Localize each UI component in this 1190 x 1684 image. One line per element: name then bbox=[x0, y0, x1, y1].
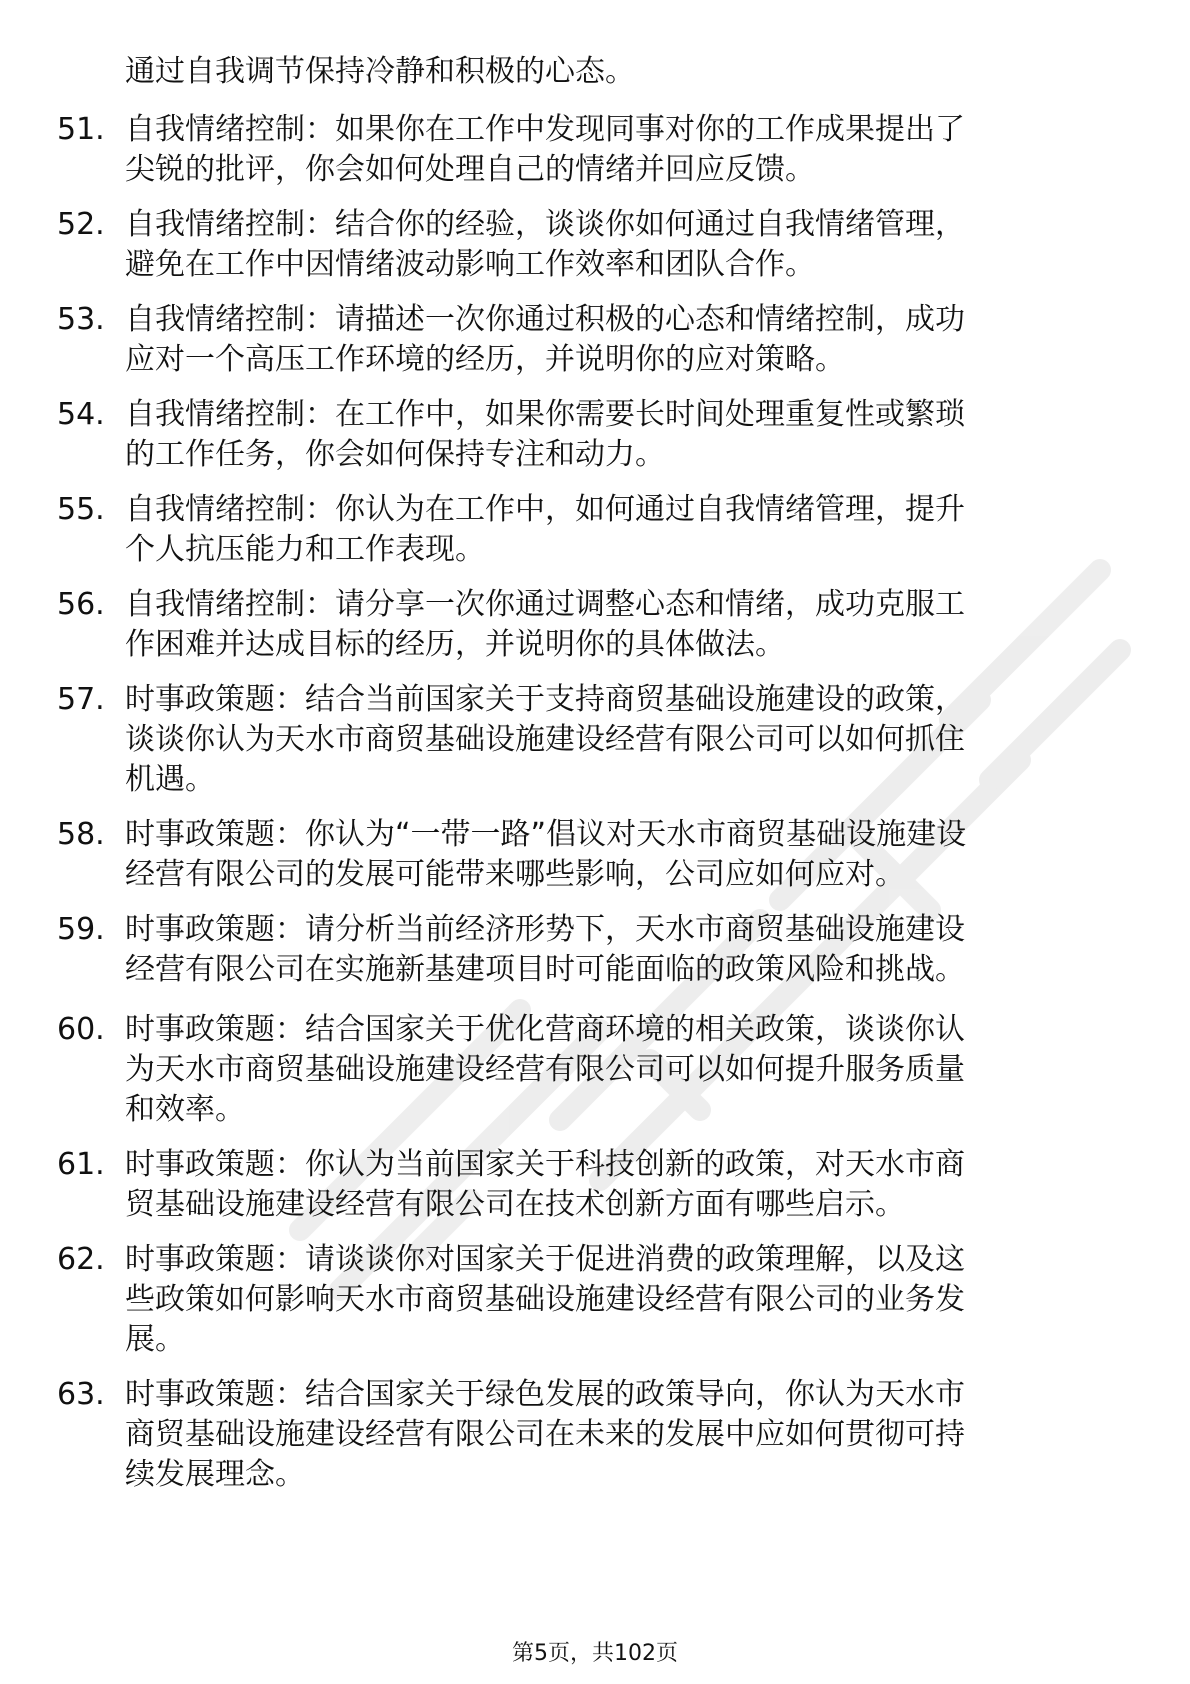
question-number: 54. bbox=[57, 397, 105, 432]
question-text bbox=[125, 490, 1115, 570]
question-text-line: 经营有限公司的发展可能带来哪些影响，公司应如何应对。 bbox=[125, 857, 905, 892]
question-text-line: 自我情绪控制：如果你在工作中发现同事对你的工作成果提出了 bbox=[125, 112, 965, 147]
question-text-line: 展。 bbox=[125, 1322, 185, 1357]
question-text bbox=[125, 110, 1115, 190]
question-text-line: 时事政策题：你认为当前国家关于科技创新的政策，对天水市商 bbox=[125, 1147, 965, 1182]
question-text-line: 机遇。 bbox=[125, 762, 215, 797]
question-number: 61. bbox=[57, 1147, 105, 1182]
question-text-line: 避免在工作中因情绪波动影响工作效率和团队合作。 bbox=[125, 247, 815, 282]
question-text bbox=[125, 205, 1115, 285]
question-text-line: 时事政策题：结合国家关于优化营商环境的相关政策，谈谈你认 bbox=[125, 1012, 965, 1047]
question-text-line: 时事政策题：结合国家关于绿色发展的政策导向，你认为天水市 bbox=[125, 1377, 965, 1412]
page-footer: 第5页，共102页 bbox=[512, 1641, 678, 1666]
question-text bbox=[125, 1145, 1115, 1225]
question-text bbox=[125, 1375, 1115, 1495]
question-number: 58. bbox=[57, 817, 105, 852]
question-text bbox=[125, 395, 1115, 475]
question-text-line: 为天水市商贸基础设施建设经营有限公司可以如何提升服务质量 bbox=[125, 1052, 965, 1087]
question-number: 53. bbox=[57, 302, 105, 337]
question-text-line: 自我情绪控制：请分享一次你通过调整心态和情绪，成功克服工 bbox=[125, 587, 965, 622]
question-number: 52. bbox=[57, 207, 105, 242]
question-text-line: 作困难并达成目标的经历，并说明你的具体做法。 bbox=[125, 627, 785, 662]
question-text-line: 尖锐的批评，你会如何处理自己的情绪并回应反馈。 bbox=[125, 152, 815, 187]
question-text bbox=[125, 1240, 1115, 1360]
question-number: 55. bbox=[57, 492, 105, 527]
question-text-line: 自我情绪控制：你认为在工作中，如何通过自我情绪管理，提升 bbox=[125, 492, 965, 527]
question-text-line: 应对一个高压工作环境的经历，并说明你的应对策略。 bbox=[125, 342, 845, 377]
question-text-line: 贸基础设施建设经营有限公司在技术创新方面有哪些启示。 bbox=[125, 1187, 905, 1222]
question-text bbox=[125, 1010, 1115, 1130]
question-text bbox=[125, 680, 1115, 800]
question-text-line: 续发展理念。 bbox=[125, 1457, 305, 1492]
question-text-line: 经营有限公司在实施新基建项目时可能面临的政策风险和挑战。 bbox=[125, 952, 965, 987]
question-number: 63. bbox=[57, 1377, 105, 1412]
question-number: 59. bbox=[57, 912, 105, 947]
question-number: 60. bbox=[57, 1012, 105, 1047]
question-text-line: 谈谈你认为天水市商贸基础设施建设经营有限公司可以如何抓住 bbox=[125, 722, 965, 757]
question-text-line: 自我情绪控制：结合你的经验，谈谈你如何通过自我情绪管理， bbox=[125, 207, 965, 242]
question-text-line: 时事政策题：请谈谈你对国家关于促进消费的政策理解，以及这 bbox=[125, 1242, 965, 1277]
question-number: 62. bbox=[57, 1242, 105, 1277]
continued-text: 通过自我调节保持冷静和积极的心态。 bbox=[125, 54, 635, 89]
question-number: 56. bbox=[57, 587, 105, 622]
question-number: 57. bbox=[57, 682, 105, 717]
question-text bbox=[125, 585, 1115, 665]
question-text bbox=[125, 300, 1115, 380]
question-text-line: 时事政策题：请分析当前经济形势下，天水市商贸基础设施建设 bbox=[125, 912, 965, 947]
question-text-line: 和效率。 bbox=[125, 1092, 245, 1127]
question-text-line: 个人抗压能力和工作表现。 bbox=[125, 532, 485, 567]
question-text-line: 些政策如何影响天水市商贸基础设施建设经营有限公司的业务发 bbox=[125, 1282, 965, 1317]
question-text bbox=[125, 815, 1115, 895]
question-text-line: 的工作任务，你会如何保持专注和动力。 bbox=[125, 437, 665, 472]
question-text-line: 自我情绪控制：请描述一次你通过积极的心态和情绪控制，成功 bbox=[125, 302, 965, 337]
question-number: 51. bbox=[57, 112, 105, 147]
question-text bbox=[125, 910, 1115, 990]
question-text-line: 商贸基础设施建设经营有限公司在未来的发展中应如何贯彻可持 bbox=[125, 1417, 965, 1452]
question-text-line: 自我情绪控制：在工作中，如果你需要长时间处理重复性或繁琐 bbox=[125, 397, 965, 432]
question-text-line: 时事政策题：结合当前国家关于支持商贸基础设施建设的政策， bbox=[125, 682, 965, 717]
question-text-line: 时事政策题：你认为“一带一路”倡议对天水市商贸基础设施建设 bbox=[125, 817, 967, 852]
